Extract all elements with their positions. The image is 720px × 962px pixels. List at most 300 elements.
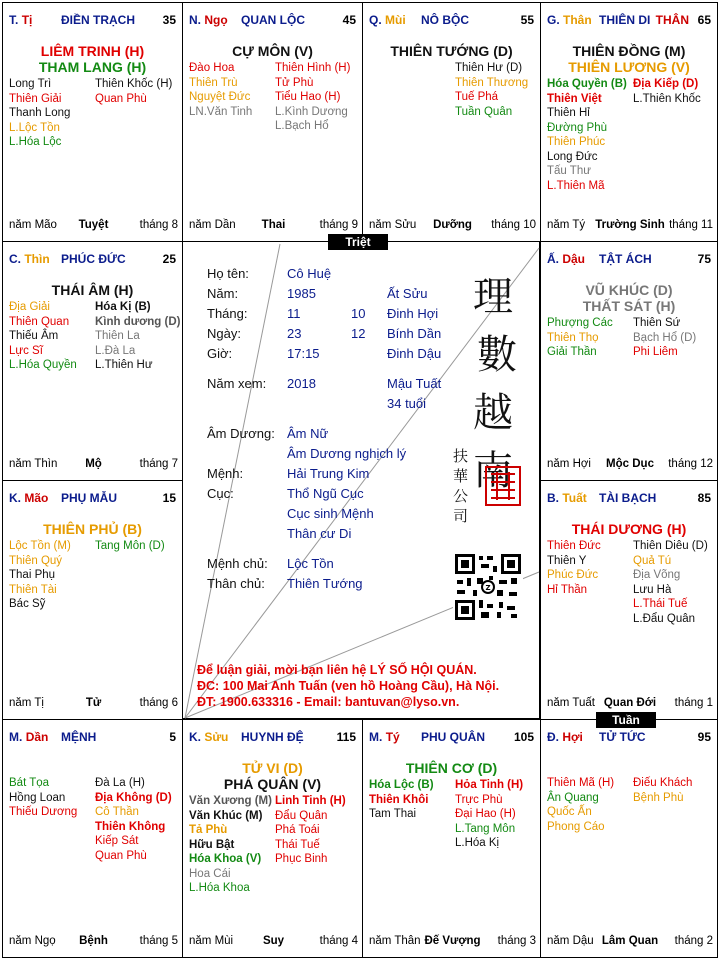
- main-star: THIÊN CƠ (D): [405, 760, 498, 776]
- minor-star: Hóa Kị (B): [95, 301, 151, 313]
- palace-chi: Ngọ: [204, 13, 228, 27]
- minor-star: Kiếp Sát: [95, 835, 139, 847]
- palace-age: 5: [169, 730, 176, 744]
- palace-can: Đ.: [547, 730, 559, 744]
- palace-name: NÔ BỘC: [421, 13, 469, 27]
- minor-star: Lưu Hà: [633, 583, 672, 596]
- minor-star: Ân Quang: [547, 791, 599, 804]
- palace-header: [9, 13, 178, 29]
- palace-month: tháng 12: [668, 458, 713, 470]
- palace-year: năm Tuất: [547, 697, 595, 709]
- minor-star: LN.Văn Tinh: [189, 105, 253, 118]
- palace-month: tháng 1: [674, 697, 713, 709]
- palace-year: năm Tý: [547, 219, 586, 231]
- minor-star: Hóa Lộc (B): [369, 779, 434, 791]
- month-lunar: 10: [351, 306, 366, 321]
- name-label: Họ tên:: [207, 266, 249, 281]
- palace-ty: [362, 719, 541, 958]
- minor-star: L.Thiên Khốc: [633, 92, 701, 105]
- palace-header: [547, 13, 713, 29]
- main-star: THIÊN ĐỒNG (M): [572, 43, 686, 59]
- minor-stars-right: [95, 776, 172, 863]
- minor-star: Thiếu Dương: [9, 806, 78, 818]
- seal-stamp-pattern: [487, 468, 519, 504]
- minor-star: Bệnh Phù: [633, 791, 684, 804]
- palace-year: năm Thìn: [9, 458, 58, 470]
- palace-footer: [9, 458, 178, 472]
- truong-sinh: Suy: [262, 935, 285, 947]
- minor-star: Thiên Không: [95, 820, 166, 833]
- palace-thin: [2, 241, 183, 481]
- logo-small-1: 扶: [453, 447, 469, 465]
- truong-sinh: Mộc Dục: [606, 458, 654, 470]
- palace-mui: [362, 2, 541, 242]
- palace-name: ĐIỀN TRẠCH: [61, 13, 135, 27]
- palace-age: 115: [336, 730, 356, 744]
- tuan-tag: Tuần: [596, 712, 656, 728]
- truong-sinh: Bệnh: [79, 935, 108, 947]
- palace-can: M.: [369, 730, 383, 744]
- minor-star: Đường Phù: [547, 121, 607, 134]
- minor-star: Thiên Y: [547, 554, 587, 567]
- minor-star: Thiên Thọ: [547, 331, 599, 344]
- palace-ngo: [182, 2, 363, 242]
- truong-sinh: Dưỡng: [433, 219, 472, 231]
- minor-star: Đẩu Quân: [275, 809, 328, 822]
- truong-sinh: Tử: [85, 697, 102, 709]
- logo-char-3: 越: [473, 390, 513, 436]
- than-cu: Thân cư Di: [287, 526, 352, 541]
- minor-star: Thiên La: [95, 330, 140, 342]
- year-value: 1985: [287, 286, 316, 301]
- hour-value: 17:15: [287, 346, 320, 361]
- minor-star: Bạch Hổ (D): [633, 331, 697, 344]
- minor-star: Thiên Quý: [9, 554, 63, 567]
- palace-year: năm Mão: [9, 219, 57, 231]
- palace-header: [369, 13, 536, 29]
- palace-header: [9, 252, 178, 268]
- palace-chi: Dậu: [562, 252, 586, 266]
- minor-star: L.Thiên Hư: [95, 359, 153, 371]
- than-marker: THÂN: [655, 13, 689, 27]
- day-value: 23: [287, 326, 302, 341]
- minor-star: Phục Binh: [275, 853, 328, 865]
- palace-chi: Thìn: [24, 252, 50, 266]
- minor-star: Thiên Diêu (D): [633, 540, 708, 552]
- view-year-value: 2018: [287, 376, 316, 391]
- minor-star: Văn Khúc (M): [189, 809, 263, 822]
- contact-line-3[interactable]: ĐT: 1900.633316 - Email: bantuvan@lyso.vn.: [197, 695, 460, 709]
- palace-age: 55: [520, 13, 534, 27]
- minor-stars-right: [95, 77, 172, 106]
- minor-stars-right: [275, 794, 346, 867]
- minor-star: Thiên Đức: [547, 540, 601, 552]
- thanchu-label: Thân chủ:: [207, 576, 265, 591]
- palace-than: [540, 2, 718, 242]
- minor-star: L.Hóa Khoa: [189, 882, 250, 894]
- minor-star: L.Tang Môn: [455, 822, 516, 835]
- palace-header: [189, 730, 358, 746]
- palace-header: [547, 491, 713, 507]
- minor-star: Kình dương (D): [95, 315, 181, 328]
- minor-star: Cô Thần: [95, 806, 139, 818]
- palace-month: tháng 4: [319, 935, 358, 947]
- palace-header: [369, 730, 536, 746]
- minor-star: Tả Phù: [189, 824, 228, 836]
- minor-star: Thái Tuế: [275, 838, 320, 851]
- horoscope-chart: [2, 2, 718, 958]
- menhchu-value: Lộc Tồn: [287, 556, 334, 571]
- minor-star: Đào Hoa: [189, 62, 235, 74]
- age-value: 34 tuổi: [387, 396, 427, 411]
- minor-star: Thiên Mã (H): [547, 777, 615, 789]
- palace-month: tháng 11: [669, 219, 713, 231]
- minor-star: Quan Phù: [95, 849, 147, 862]
- palace-footer: [547, 458, 713, 472]
- palace-name: PHÚC ĐỨC: [61, 252, 126, 266]
- minor-star: L.Lộc Tồn: [9, 121, 60, 134]
- day-label: Ngày:: [207, 326, 241, 341]
- main-star: THÁI DƯƠNG (H): [571, 521, 687, 537]
- palace-age: 65: [697, 13, 711, 27]
- minor-star: Tuế Phá: [455, 91, 499, 103]
- minor-star: L.Kình Dương: [275, 105, 348, 118]
- palace-hoi: [540, 719, 718, 958]
- palace-age: 35: [162, 13, 176, 27]
- minor-stars-right: [633, 77, 701, 106]
- palace-year: năm Hợi: [547, 458, 591, 470]
- minor-star: Phúc Đức: [547, 569, 599, 581]
- palace-footer: [9, 219, 178, 233]
- palace-year: năm Sửu: [369, 219, 417, 231]
- minor-star: Địa Kiếp (D): [633, 78, 699, 90]
- palace-dan: [2, 719, 183, 958]
- truong-sinh: Mộ: [85, 458, 102, 470]
- logo-small-3: 公: [453, 487, 469, 505]
- contact-line-1: Để luận giải, mời bạn liên hệ LÝ SỐ HỘI QUÁN.: [197, 663, 477, 677]
- palace-age: 75: [697, 252, 711, 266]
- contact-line-2: ĐC: 100 Mai Anh Tuấn (ven hồ Hoàng Cầu), Hà Nội.: [197, 679, 500, 693]
- minor-stars-left: [547, 77, 627, 193]
- minor-star: Thai Phụ: [9, 569, 56, 581]
- minor-star: Long Đức: [547, 150, 598, 163]
- palace-can: K.: [9, 491, 21, 505]
- minor-star: Thiên Phúc: [547, 136, 606, 148]
- logo-char-2: 數: [477, 332, 517, 378]
- palace-can: Q.: [369, 13, 382, 27]
- logo-char-4: 南: [473, 448, 513, 494]
- hour-canchi: Đinh Dậu: [387, 346, 442, 361]
- palace-month: tháng 8: [139, 219, 178, 231]
- minor-star: Địa Giải: [9, 301, 50, 313]
- palace-header: [9, 730, 178, 746]
- palace-chi: Dần: [25, 730, 49, 744]
- minor-star: Thiếu Âm: [9, 330, 59, 342]
- minor-star: L.Thiên Mã: [547, 179, 605, 192]
- truong-sinh: Trường Sinh: [595, 219, 665, 231]
- palace-footer: [369, 935, 536, 949]
- minor-star: Tang Môn (D): [95, 540, 165, 552]
- main-star: THÁI ÂM (H): [51, 282, 134, 298]
- view-year-label: Năm xem:: [207, 376, 267, 391]
- minor-star: Thanh Long: [9, 107, 71, 119]
- minor-star: L.Đà La: [95, 344, 136, 357]
- minor-star: Bác Sỹ: [9, 598, 46, 610]
- minor-star: Phá Toái: [275, 824, 320, 836]
- palace-can: T.: [9, 13, 19, 27]
- minor-star: Đại Hao (H): [455, 808, 516, 820]
- palace-chi: Thân: [563, 13, 592, 27]
- seal-stamp: [485, 466, 521, 506]
- palace-age: 25: [162, 252, 176, 266]
- minor-stars-right: [95, 539, 165, 554]
- palace-age: 15: [162, 491, 176, 505]
- minor-star: Hoa Cái: [189, 867, 231, 880]
- minor-star: Phượng Các: [547, 317, 613, 329]
- palace-can: G.: [547, 13, 560, 27]
- palace-can: M.: [9, 730, 23, 744]
- minor-star: Thiên Khốc (H): [95, 78, 173, 90]
- minor-stars-left: [189, 794, 272, 896]
- minor-star: Tam Thai: [369, 808, 417, 820]
- main-star: CỰ MÔN (V): [232, 43, 313, 59]
- minor-star: Điếu Khách: [633, 777, 693, 789]
- day-lunar: 12: [351, 326, 366, 341]
- minor-stars-right: [275, 61, 350, 134]
- minor-star: Thiên Giải: [9, 92, 62, 105]
- month-value: 11: [287, 306, 301, 321]
- palace-mao: [2, 480, 183, 720]
- minor-stars-right: [633, 776, 692, 805]
- minor-star: Tử Phù: [275, 76, 314, 89]
- palace-month: tháng 10: [491, 219, 536, 231]
- minor-stars-right: [455, 61, 528, 119]
- minor-star: L.Hóa Quyền: [9, 359, 77, 371]
- palace-suu: [182, 719, 363, 958]
- minor-star: Tuần Quân: [455, 105, 513, 118]
- palace-tuat: [540, 480, 718, 720]
- palace-dau: [540, 241, 718, 481]
- minor-star: Phong Cáo: [547, 820, 605, 833]
- minor-stars-left: [547, 316, 613, 360]
- palace-footer: [547, 935, 713, 949]
- minor-stars-left: [9, 776, 77, 820]
- minor-star: Quốc Ấn: [547, 806, 592, 818]
- palace-chi: Tị: [21, 13, 33, 27]
- palace-footer: [9, 935, 178, 949]
- main-star: TỬ VI (D): [242, 760, 303, 776]
- minor-star: L.Bạch Hổ: [275, 120, 329, 132]
- minor-stars-right: [633, 316, 696, 360]
- month-canchi: Đinh Hợi: [387, 306, 439, 321]
- cuc-note: Cục sinh Mệnh: [287, 506, 374, 521]
- palace-name: HUYNH ĐỆ: [241, 730, 304, 744]
- palace-can: B.: [547, 491, 559, 505]
- minor-star: Hỏa Tinh (H): [455, 779, 524, 791]
- palace-chi: Hợi: [562, 730, 583, 744]
- minor-star: Lực Sĩ: [9, 344, 43, 357]
- palace-footer: [189, 219, 358, 233]
- minor-star: Tấu Thư: [547, 165, 591, 177]
- minor-star: Bát Tọa: [9, 777, 50, 789]
- palace-month: tháng 7: [139, 458, 178, 470]
- main-star: THAM LANG (H): [38, 59, 147, 75]
- minor-star: Thiên Hư (D): [455, 62, 523, 74]
- main-star: THIÊN TƯỚNG (D): [390, 43, 513, 59]
- minor-stars-right: [95, 300, 180, 373]
- minor-star: Văn Xương (M): [189, 795, 272, 807]
- palace-name: PHU QUÂN: [421, 730, 486, 744]
- svg-text:Z: Z: [485, 584, 491, 592]
- center-info-panel: [182, 241, 540, 719]
- palace-chi: Mão: [24, 491, 49, 505]
- palace-age: 85: [697, 491, 711, 505]
- minor-star: Quả Tú: [633, 554, 672, 567]
- qr-code-icon[interactable]: [453, 552, 523, 622]
- main-star: LIÊM TRINH (H): [40, 43, 145, 59]
- view-year-canchi: Mậu Tuất: [387, 376, 442, 391]
- palace-year: năm Dần: [189, 219, 236, 231]
- minor-star: Hóa Khoa (V): [189, 853, 262, 865]
- minor-star: Thiên Việt: [547, 92, 602, 105]
- minor-star: L.Đẩu Quân: [633, 612, 696, 625]
- palace-chi: Mùi: [385, 13, 406, 27]
- minor-stars-left: [547, 539, 601, 597]
- logo-char-1: 理: [473, 274, 513, 320]
- minor-star: Tiểu Hao (H): [275, 91, 341, 103]
- thanchu-value: Thiên Tướng: [287, 576, 363, 591]
- palace-name: THIÊN DI: [599, 13, 651, 27]
- minor-star: L.Hóa Kị: [455, 837, 500, 849]
- logo-small-4: 司: [453, 507, 469, 525]
- amduong-note: Âm Dương nghịch lý: [287, 446, 407, 461]
- amduong-value: Âm Nữ: [287, 426, 329, 441]
- minor-star: Đà La (H): [95, 777, 145, 789]
- minor-stars-left: [547, 776, 614, 834]
- palace-year: năm Ngọ: [9, 935, 56, 947]
- truong-sinh: Quan Đới: [603, 697, 657, 709]
- palace-header: [547, 730, 713, 746]
- truong-sinh: Đế Vượng: [424, 935, 481, 947]
- palace-name: TỬ TỨC: [599, 730, 646, 744]
- triet-tag: Triệt: [328, 234, 388, 250]
- palace-chi: Tuất: [562, 491, 587, 505]
- main-star: THẤT SÁT (H): [582, 298, 676, 314]
- palace-ti: [2, 2, 183, 242]
- minor-star: Địa Không (D): [95, 791, 172, 804]
- minor-stars-right: [633, 539, 708, 626]
- palace-footer: [547, 697, 713, 711]
- truong-sinh: Thai: [261, 219, 286, 231]
- minor-star: Linh Tinh (H): [275, 795, 346, 807]
- palace-name: TẬT ÁCH: [599, 252, 652, 266]
- cuc-value: Thổ Ngũ Cục: [287, 486, 364, 501]
- day-canchi: Bính Dần: [387, 326, 442, 341]
- palace-chi: Sửu: [204, 730, 229, 744]
- main-star: VŨ KHÚC (D): [585, 282, 673, 298]
- minor-star: Thiên Hỉ: [547, 107, 590, 119]
- palace-footer: [547, 219, 713, 233]
- palace-year: năm Thân: [369, 935, 421, 947]
- minor-stars-right: [455, 778, 523, 851]
- palace-age: 95: [697, 730, 711, 744]
- minor-star: Phi Liêm: [633, 346, 678, 358]
- palace-footer: [9, 697, 178, 711]
- name-value: Cô Huệ: [287, 266, 332, 281]
- palace-name: MỆNH: [61, 730, 97, 744]
- minor-star: Thiên Khôi: [369, 793, 429, 806]
- minor-star: Thiên Sứ: [633, 317, 681, 329]
- minor-star: Hữu Bật: [189, 838, 235, 851]
- amduong-label: Âm Dương:: [207, 426, 275, 441]
- month-label: Tháng:: [207, 306, 248, 321]
- palace-month: tháng 6: [139, 697, 178, 709]
- logo-small-2: 華: [453, 467, 469, 485]
- minor-stars-left: [9, 539, 71, 612]
- minor-star: Thiên Quan: [9, 315, 70, 328]
- menh-label: Mệnh:: [207, 466, 244, 481]
- palace-age: 105: [513, 730, 534, 744]
- minor-stars-left: [369, 778, 434, 822]
- palace-year: năm Tị: [9, 697, 44, 709]
- palace-header: [547, 252, 713, 268]
- palace-month: tháng 5: [139, 935, 178, 947]
- main-star: THIÊN PHỦ (B): [43, 521, 142, 537]
- truong-sinh: Tuyệt: [78, 219, 109, 231]
- minor-stars-left: [189, 61, 252, 119]
- palace-can: K.: [189, 730, 201, 744]
- minor-star: Hỉ Thần: [547, 583, 588, 596]
- minor-star: Địa Võng: [633, 569, 681, 581]
- palace-can: N.: [189, 13, 201, 27]
- minor-star: Thiên Hình (H): [275, 62, 351, 74]
- palace-chi: Tý: [385, 730, 400, 744]
- palace-header: [9, 491, 178, 507]
- palace-name: PHỤ MẪU: [61, 491, 117, 505]
- palace-month: tháng 2: [674, 935, 713, 947]
- minor-stars-left: [9, 77, 70, 150]
- minor-star: Hóa Quyền (B): [547, 78, 627, 90]
- year-label: Năm:: [207, 286, 239, 301]
- minor-star: Thiên Trù: [189, 76, 238, 89]
- minor-star: L.Thái Tuế: [633, 598, 688, 610]
- cuc-label: Cục:: [207, 486, 234, 501]
- palace-month: tháng 3: [497, 935, 536, 947]
- year-canchi: Ất Sửu: [387, 286, 428, 301]
- truong-sinh: Lâm Quan: [601, 935, 659, 947]
- palace-name: TÀI BẠCH: [599, 491, 657, 505]
- palace-footer: [369, 219, 536, 233]
- palace-header: [189, 13, 358, 29]
- palace-can: C.: [9, 252, 21, 266]
- main-star: THIÊN LƯƠNG (V): [568, 59, 690, 75]
- menh-value: Hải Trung Kim: [287, 466, 370, 481]
- palace-year: năm Mùi: [189, 935, 234, 947]
- minor-star: Nguyệt Đức: [189, 91, 251, 103]
- menhchu-label: Mệnh chủ:: [207, 556, 268, 571]
- main-star: PHÁ QUÂN (V): [223, 776, 322, 792]
- minor-star: Quan Phù: [95, 92, 147, 105]
- minor-star: Giải Thần: [547, 346, 597, 358]
- minor-star: Hồng Loan: [9, 791, 66, 804]
- palace-year: năm Dậu: [547, 935, 594, 947]
- minor-stars-left: [9, 300, 77, 373]
- palace-footer: [189, 935, 358, 949]
- palace-name: QUAN LỘC: [241, 13, 305, 27]
- minor-star: L.Hóa Lộc: [9, 136, 62, 148]
- minor-star: Trực Phù: [455, 793, 503, 806]
- hour-label: Giờ:: [207, 346, 233, 361]
